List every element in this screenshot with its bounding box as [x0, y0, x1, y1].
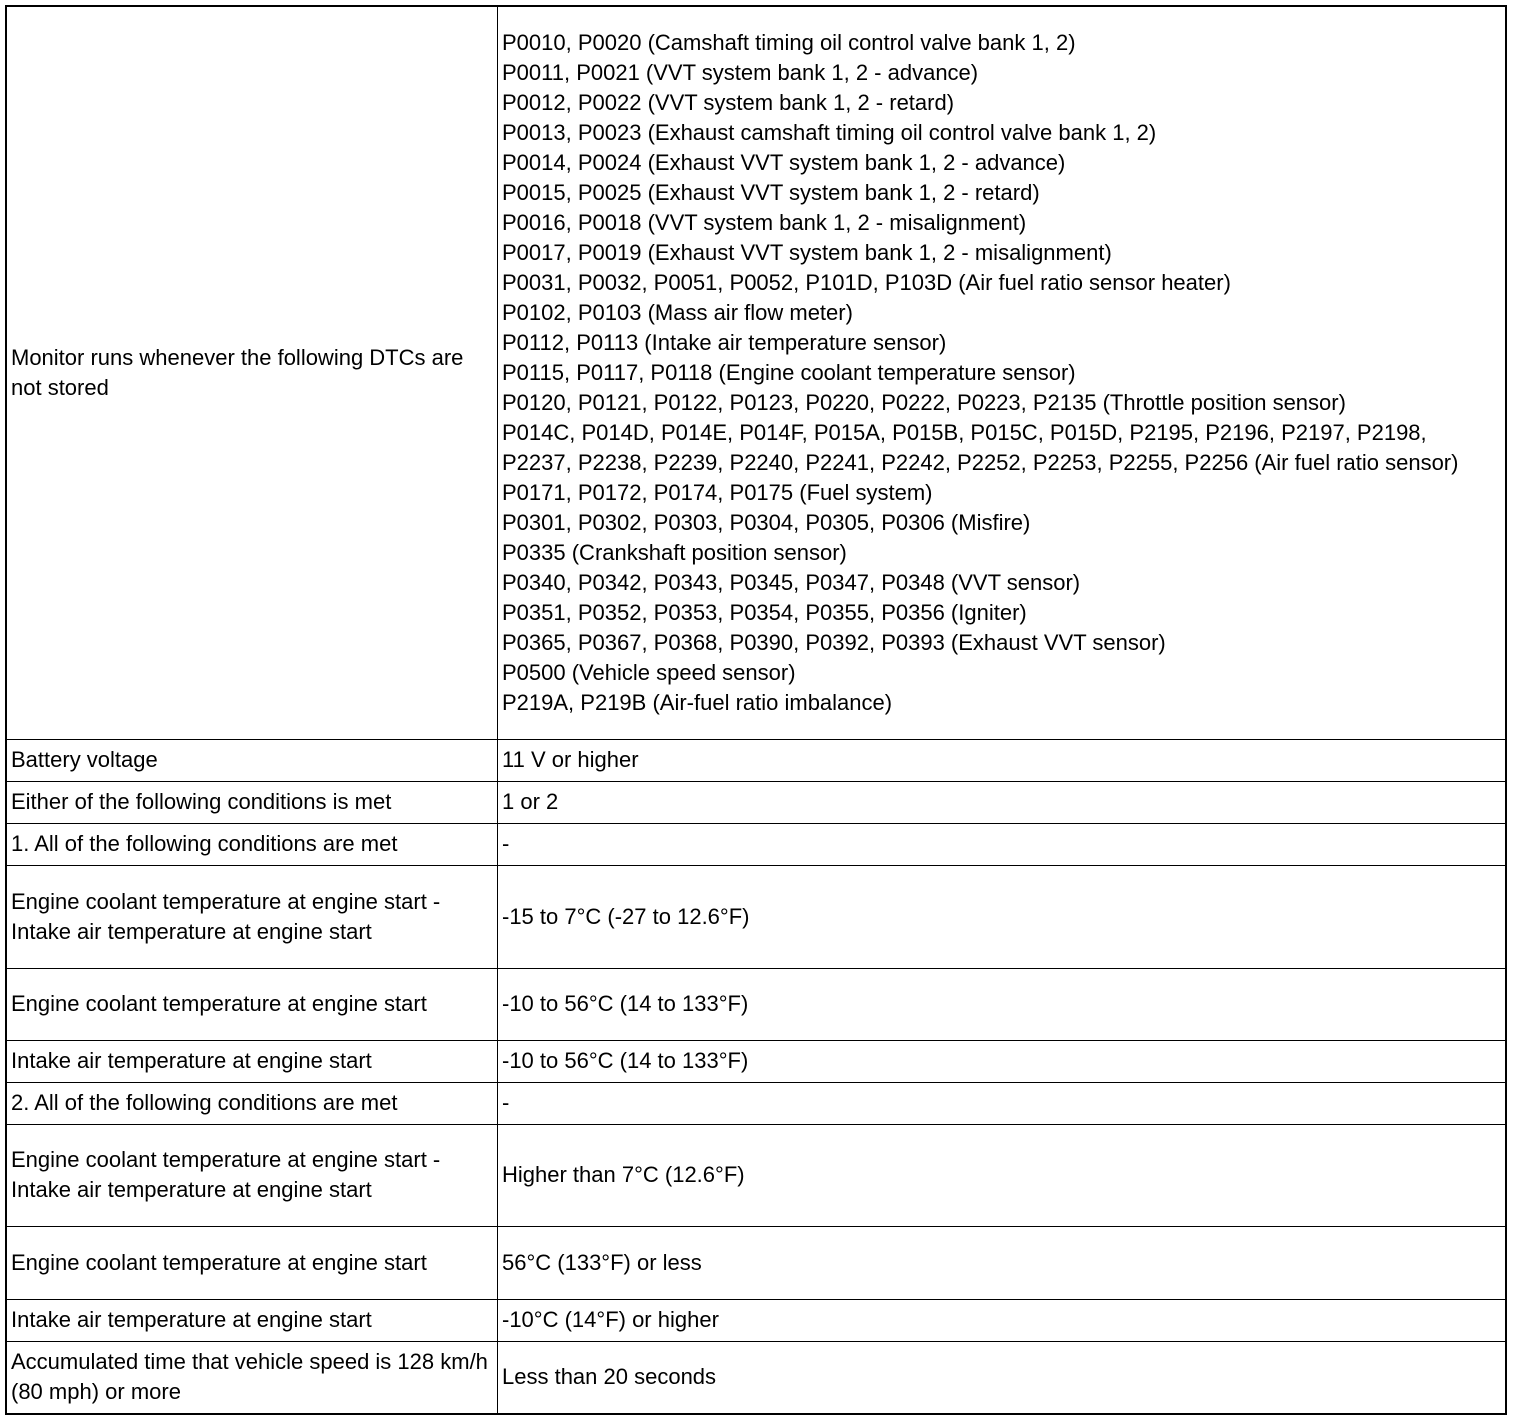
condition-value: -10 to 56°C (14 to 133°F) — [498, 1040, 1506, 1082]
dtc-list-item: P219A, P219B (Air-fuel ratio imbalance) — [502, 689, 893, 715]
table-row — [7, 1124, 1505, 1226]
condition-value: -15 to 7°C (-27 to 12.6°F) — [498, 865, 1506, 968]
table-row — [7, 968, 1505, 1040]
condition-label: Intake air temperature at engine start — [7, 1040, 498, 1082]
table-row — [7, 739, 1505, 781]
condition-label: Either of the following conditions is met — [7, 781, 498, 823]
condition-label: Engine coolant temperature at engine start — [7, 968, 498, 1040]
dtc-list-item: P0500 (Vehicle speed sensor) — [502, 659, 796, 685]
condition-label: Engine coolant temperature at engine start - Intake air temperature at engine start — [7, 865, 498, 968]
condition-label: Engine coolant temperature at engine start - Intake air temperature at engine start — [7, 1124, 498, 1226]
dtc-list-cell — [498, 7, 1506, 739]
condition-label: Battery voltage — [7, 739, 498, 781]
condition-value: 56°C (133°F) or less — [498, 1226, 1506, 1299]
table-row — [7, 865, 1505, 968]
dtc-conditions-table-frame — [5, 5, 1507, 1415]
condition-value: Higher than 7°C (12.6°F) — [498, 1124, 1506, 1226]
table-row — [7, 1040, 1505, 1082]
condition-value: - — [498, 823, 1506, 865]
table-row — [7, 781, 1505, 823]
dtc-list-item: P0365, P0367, P0368, P0390, P0392, P0393 (Exhaust VVT sensor) — [502, 629, 1166, 655]
dtc-list-item: P0010, P0020 (Camshaft timing oil control valve bank 1, 2) — [502, 29, 1076, 55]
condition-value: -10°C (14°F) or higher — [498, 1299, 1506, 1341]
dtc-list-item: P0011, P0021 (VVT system bank 1, 2 - advance) — [502, 59, 979, 85]
dtc-list-item: P0120, P0121, P0122, P0123, P0220, P0222, P0223, P2135 (Throttle position sensor) — [502, 389, 1346, 415]
table-row — [7, 1341, 1505, 1413]
condition-label: Monitor runs whenever the following DTCs are not stored — [7, 7, 498, 739]
dtc-list-item: P0301, P0302, P0303, P0304, P0305, P0306 (Misfire) — [502, 509, 1031, 535]
condition-label: 1. All of the following conditions are met — [7, 823, 498, 865]
dtc-list-item: P014C, P014D, P014E, P014F, P015A, P015B, P015C, P015D, P2195, P2196, P2197, P2198, P2237, P2238, P2239, P2240, P2241, P2242, P2252, P2253, P2255, P2256 (Air fuel ratio sensor) — [502, 419, 1459, 475]
condition-value: - — [498, 1082, 1506, 1124]
table-row — [7, 823, 1505, 865]
dtc-conditions-table — [7, 7, 1505, 1413]
dtc-list-item: P0112, P0113 (Intake air temperature sensor) — [502, 329, 947, 355]
dtc-list-item: P0171, P0172, P0174, P0175 (Fuel system) — [502, 479, 933, 505]
condition-label: Accumulated time that vehicle speed is 128 km/h (80 mph) or more — [7, 1341, 498, 1413]
dtc-list-item: P0012, P0022 (VVT system bank 1, 2 - retard) — [502, 89, 955, 115]
table-row — [7, 1082, 1505, 1124]
dtc-list-item: P0015, P0025 (Exhaust VVT system bank 1, 2 - retard) — [502, 179, 1040, 205]
table-row — [7, 7, 1505, 739]
dtc-list-item: P0340, P0342, P0343, P0345, P0347, P0348 (VVT sensor) — [502, 569, 1081, 595]
condition-value: 1 or 2 — [498, 781, 1506, 823]
condition-label: Intake air temperature at engine start — [7, 1299, 498, 1341]
dtc-list-item: P0031, P0032, P0051, P0052, P101D, P103D (Air fuel ratio sensor heater) — [502, 269, 1231, 295]
dtc-list-item: P0017, P0019 (Exhaust VVT system bank 1, 2 - misalignment) — [502, 239, 1112, 265]
dtc-list-item: P0351, P0352, P0353, P0354, P0355, P0356 (Igniter) — [502, 599, 1027, 625]
dtc-list-item: P0014, P0024 (Exhaust VVT system bank 1, 2 - advance) — [502, 149, 1066, 175]
dtc-list-item: P0335 (Crankshaft position sensor) — [502, 539, 847, 565]
condition-label: Engine coolant temperature at engine start — [7, 1226, 498, 1299]
table-row — [7, 1226, 1505, 1299]
condition-value: Less than 20 seconds — [498, 1341, 1506, 1413]
dtc-list-item: P0115, P0117, P0118 (Engine coolant temperature sensor) — [502, 359, 1076, 385]
condition-label: 2. All of the following conditions are met — [7, 1082, 498, 1124]
dtc-list-item: P0102, P0103 (Mass air flow meter) — [502, 299, 853, 325]
condition-value: -10 to 56°C (14 to 133°F) — [498, 968, 1506, 1040]
table-row — [7, 1299, 1505, 1341]
condition-value: 11 V or higher — [498, 739, 1506, 781]
dtc-list-item: P0016, P0018 (VVT system bank 1, 2 - misalignment) — [502, 209, 1027, 235]
dtc-list-item: P0013, P0023 (Exhaust camshaft timing oil control valve bank 1, 2) — [502, 119, 1157, 145]
